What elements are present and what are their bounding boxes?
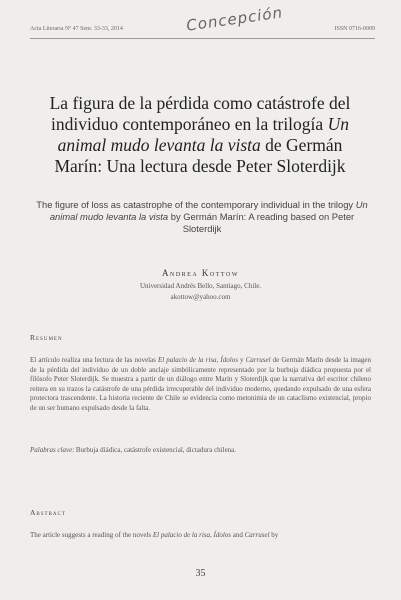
keywords bbox=[30, 446, 371, 456]
keywords-list: : Burbuja diádica, catástrofe existencial, dictadura chilena. bbox=[72, 446, 237, 454]
abstract-text-end: by bbox=[269, 531, 279, 539]
novel-title: Carrusel bbox=[245, 356, 271, 364]
author-email: akottow@yahoo.com bbox=[170, 293, 231, 301]
resumen-text-start: El artículo realiza una lectura de las novelas bbox=[30, 356, 158, 364]
keywords-label: Palabras clave bbox=[30, 446, 73, 454]
separator: , bbox=[210, 531, 214, 539]
separator: y bbox=[237, 356, 246, 364]
abstract-heading: Abstract bbox=[30, 508, 66, 517]
resumen-text-body: de Germán Marín desde la imagen de la pérdida del individuo de un doble anclaje simbólicamente representado por la burbuja diádica propuesta por el filósofo Peter Sloterdijk. Se muestra a partir de un diálogo entre Marín y Sloterdijk que la narrativa del escritor chileno reitera en su trazos la catástrofe de una pérdida irrecuperable del individuo moderno, quedando expulsado de una esfera protectora trascendente. La historia reciente de Chile se evidencia como metonimia de un cataclismo existencial, propio de un ser humano expulsado desde la falta. bbox=[30, 356, 372, 412]
novel-title: Ídolos bbox=[213, 531, 232, 539]
novel-title: Ídolos bbox=[220, 356, 238, 364]
issn-number: ISSN 0716-0909 bbox=[334, 26, 375, 32]
title-italic: Un animal mudo levanta la vista bbox=[57, 114, 349, 155]
article-subtitle bbox=[32, 199, 372, 235]
title-text-end: de Germán Marín: Una lectura desde Peter Sloterdijk bbox=[54, 135, 346, 176]
subtitle-text: The figure of loss as catastrophe of the contemporary individual in the trilogy bbox=[36, 199, 356, 210]
article-title bbox=[40, 93, 360, 177]
subtitle-italic: Un animal mudo levanta la vista bbox=[49, 199, 368, 222]
resumen-text bbox=[30, 356, 371, 413]
page-number: 35 bbox=[195, 568, 206, 579]
novel-title: El palacio de la risa bbox=[157, 356, 217, 364]
novel-title: El palacio de la risa bbox=[152, 531, 211, 539]
handwritten-annotation: Concepción bbox=[185, 3, 285, 35]
abstract-text bbox=[30, 531, 371, 541]
separator: , bbox=[216, 356, 221, 364]
subtitle-text-end: by Germán Marín: A reading based on Peter Sloterdijk bbox=[168, 211, 355, 234]
separator: and bbox=[231, 531, 245, 539]
abstract-text-start: The article suggests a reading of the novels bbox=[30, 531, 153, 539]
novel-title: Carrusel bbox=[244, 531, 270, 539]
author-name: Andrea Kottow bbox=[162, 268, 239, 278]
title-text: La figura de la pérdida como catástrofe del individuo contemporáneo en la trilogía bbox=[49, 93, 351, 134]
journal-name: Acta Literaria Nº 47 Sem. 33-33, 2014 bbox=[30, 26, 123, 32]
resumen-heading: Resumen bbox=[30, 333, 63, 342]
author-affiliation: Universidad Andrés Bello, Santiago, Chile. bbox=[139, 282, 262, 290]
